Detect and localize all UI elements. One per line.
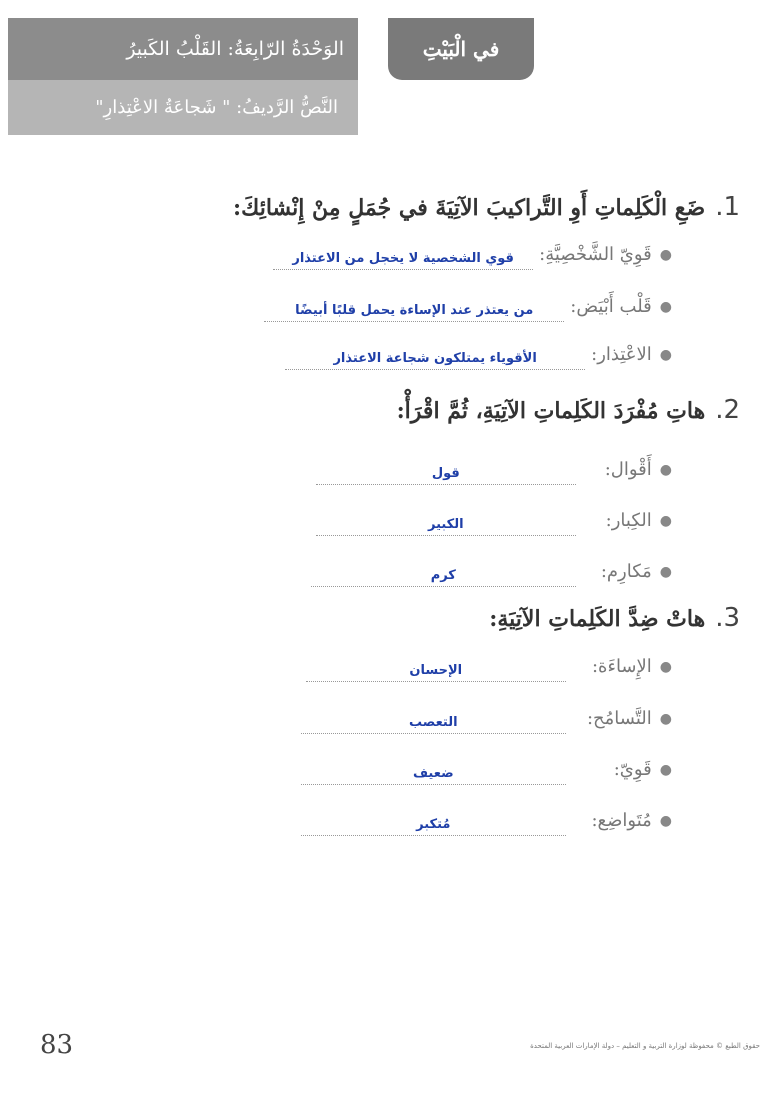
- item-label: الاعْتِذار:: [591, 344, 652, 365]
- question-3: [489, 603, 740, 633]
- text-title-banner: [8, 80, 358, 135]
- question-number: 2.: [715, 395, 740, 425]
- exercise-row: [311, 557, 672, 587]
- bullet-icon: ●: [659, 462, 672, 478]
- handwritten-answer: قوي الشخصية لا يخجل من الاعتذار: [292, 251, 514, 266]
- page-number: 83: [40, 1030, 74, 1060]
- exercise-row: [316, 455, 672, 485]
- item-label: قَوِيّ:: [613, 759, 652, 780]
- exercise-row: [306, 652, 672, 682]
- item-label: الكِبار:: [605, 510, 652, 531]
- item-label: الإِساءَة:: [591, 656, 652, 677]
- answer-line[interactable]: [301, 813, 566, 836]
- exercise-row: [316, 506, 672, 536]
- handwritten-answer: الأقوياء يمتلكون شجاعة الاعتذار: [333, 351, 537, 366]
- answer-line[interactable]: [273, 247, 533, 270]
- bullet-icon: ●: [659, 564, 672, 580]
- exercise-row: [264, 292, 672, 322]
- item-label: قَلْب أَبْيَض:: [570, 296, 652, 317]
- question-number: 1.: [715, 192, 740, 222]
- handwritten-answer: كرم: [430, 568, 456, 583]
- exercise-row: [273, 240, 672, 270]
- bullet-icon: ●: [659, 762, 672, 778]
- bullet-icon: ●: [659, 813, 672, 829]
- question-text: ضَعِ الْكَلِماتِ أَوِ التَّراكيبَ الآتِيَةَ في جُمَلٍ مِنْ إِنْشائِكَ:: [233, 195, 706, 221]
- handwritten-answer: التعصب: [409, 715, 458, 730]
- question-2: [397, 395, 740, 425]
- handwritten-answer: ضعيف: [412, 766, 454, 781]
- item-label: التَّسامُح:: [586, 708, 652, 729]
- exercise-row: [301, 755, 672, 785]
- exercise-row: [285, 340, 672, 370]
- page-top-edge: [0, 0, 780, 18]
- answer-line[interactable]: [306, 659, 566, 682]
- at-home-label: في الْبَيْتِ: [422, 37, 500, 61]
- item-label: مُتَواضِع:: [591, 810, 652, 831]
- handwritten-answer: من يعتذر عند الإساءة يحمل قلبًا أبيضًا: [295, 303, 534, 318]
- handwritten-answer: الكبير: [427, 517, 464, 532]
- bullet-icon: ●: [659, 247, 672, 263]
- answer-line[interactable]: [316, 462, 576, 485]
- copyright-notice: حقوق الطبع © محفوظة لوزارة التربية و التعليم – دولة الإمارات العربية المتحدة: [530, 1042, 760, 1050]
- answer-line[interactable]: [311, 564, 576, 587]
- at-home-tab: [388, 18, 534, 80]
- answer-line[interactable]: [285, 347, 585, 370]
- answer-line[interactable]: [316, 513, 576, 536]
- handwritten-answer: قول: [431, 466, 460, 481]
- bullet-icon: ●: [659, 513, 672, 529]
- bullet-icon: ●: [659, 659, 672, 675]
- answer-line[interactable]: [264, 299, 564, 322]
- exercise-row: [301, 704, 672, 734]
- question-number: 3.: [715, 603, 740, 633]
- unit-title-banner: [8, 18, 358, 80]
- unit-title: الوَحْدَةُ الرّابِعَةُ: القَلْبُ الكَبيرُ: [126, 38, 344, 60]
- bullet-icon: ●: [659, 711, 672, 727]
- item-label: أَقْوال:: [604, 459, 652, 480]
- handwritten-answer: مُتكبر: [416, 817, 451, 832]
- question-text: هاتِ مُفْرَدَ الكَلِماتِ الآتِيَةِ، ثُمَّ اقْرَأْ:: [396, 398, 706, 424]
- item-label: مَكارِم:: [600, 561, 652, 582]
- answer-line[interactable]: [301, 711, 566, 734]
- bullet-icon: ●: [659, 347, 672, 363]
- item-label: قَوِيّ الشَّخْصِيَّةِ:: [539, 244, 652, 265]
- bullet-icon: ●: [659, 299, 672, 315]
- question-text: هاتْ ضِدَّ الكَلِماتِ الآتِيَةِ:: [489, 606, 706, 632]
- question-1: [233, 192, 740, 222]
- text-title: النَّصُّ الرَّديفُ: " شَجاعَةُ الاعْتِذارِ": [95, 97, 338, 118]
- exercise-row: [301, 806, 672, 836]
- answer-line[interactable]: [301, 762, 566, 785]
- handwritten-answer: الإحسان: [409, 663, 463, 678]
